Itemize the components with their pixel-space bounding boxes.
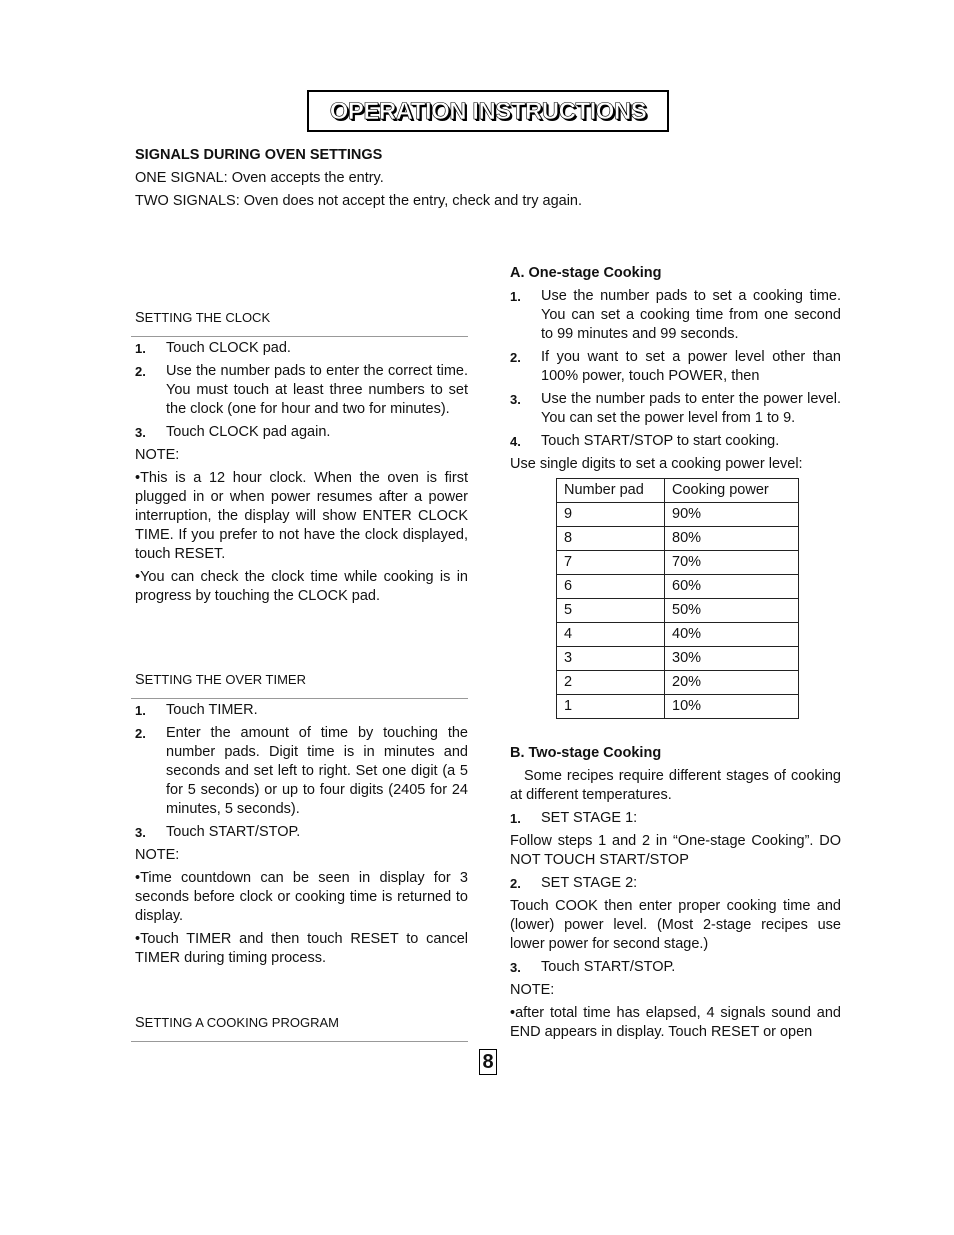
list-item: 4. Touch START/STOP to start cooking. [510, 433, 780, 449]
table-row [557, 671, 799, 695]
two-stage-stage3 [510, 958, 841, 977]
clock-note-2: •You can check the clock time while cooking is in progress by touching the CLOCK pad. [135, 569, 468, 604]
one-stage-steps [510, 287, 841, 451]
table-cell: 40% [665, 623, 799, 647]
timer-note-2: •Touch TIMER and then touch RESET to cancel TIMER during timing process. [135, 931, 468, 966]
table-cell: 4 [557, 623, 665, 647]
table-cell: 7 [557, 551, 665, 575]
list-item: 3. Use the number pads to enter the power level. You can set the power level from 1 to 9. [510, 391, 841, 426]
table-row [557, 527, 799, 551]
page-title: OPERATION INSTRUCTIONS [329, 97, 647, 125]
table-header: Number pad [557, 479, 665, 503]
timer-heading: SETTING THE OVER TIMER [131, 670, 468, 699]
table-header: Cooking power [665, 479, 799, 503]
table-row [557, 575, 799, 599]
list-item: 1. Touch CLOCK pad. [135, 340, 291, 356]
clock-note-1: •This is a 12 hour clock. When the oven is first plugged in or when power resumes after a power interruption, the display will show ENTER CLOCK TIME. If you prefer to not have the clock displayed, touch RESET. [135, 470, 468, 562]
two-stage-heading: B. Two-stage Cooking [510, 745, 662, 761]
list-item: 2. SET STAGE 2: [510, 875, 638, 891]
table-cell: 9 [557, 503, 665, 527]
two-stage-intro: Some recipes require different stages of cooking at different temperatures. [510, 768, 841, 803]
table-cell: 50% [665, 599, 799, 623]
table-cell: 2 [557, 671, 665, 695]
list-item: 1. Touch TIMER. [135, 702, 258, 718]
signals-section [135, 146, 835, 215]
table-cell: 20% [665, 671, 799, 695]
table-row [557, 623, 799, 647]
table-cell: 8 [557, 527, 665, 551]
table-row [557, 695, 799, 719]
two-stage-note: •after total time has elapsed, 4 signals sound and END appears in display. Touch RESET or open [510, 1005, 841, 1040]
list-item: 3. Touch START/STOP. [510, 959, 676, 975]
stage2-text: Touch COOK then enter proper cooking time and (lower) power level. (Most 2-stage recipes use lower power for second stage.) [510, 898, 841, 952]
table-cell: 6 [557, 575, 665, 599]
table-intro: Use single digits to set a cooking power level: [510, 456, 803, 472]
program-heading: SETTING A COOKING PROGRAM [131, 1013, 468, 1042]
list-item: 2. Use the number pads to enter the correct time. You must touch at least three numbers to set the clock (one for hour and two for minutes). [135, 363, 468, 417]
page-title-box [307, 90, 669, 132]
list-item: 3. Touch CLOCK pad again. [135, 424, 331, 440]
list-item: 2. Enter the amount of time by touching the number pads. Digit time is in minutes and seconds and set left to right. Set one digit (a 5 for 5 seconds) or up to four digits (2405 for 24 minutes, 5 seconds). [135, 725, 468, 817]
table-cell: 30% [665, 647, 799, 671]
one-stage-section [510, 264, 841, 478]
table-header-row [557, 479, 799, 503]
list-item: 1. Use the number pads to set a cooking time. You can set a cooking time from one second to 99 minutes and 99 seconds. [510, 288, 841, 342]
clock-section [135, 308, 468, 610]
stage1-text: Follow steps 1 and 2 in “One-stage Cooking”. DO NOT TOUCH START/STOP [510, 833, 841, 868]
list-item: 2. If you want to set a power level other than 100% power, touch POWER, then [510, 349, 841, 384]
timer-note-label: NOTE: [135, 847, 180, 863]
timer-steps [135, 701, 468, 842]
table-cell: 5 [557, 599, 665, 623]
page-number: 8 [479, 1049, 497, 1075]
clock-steps [135, 339, 468, 442]
table-cell: 80% [665, 527, 799, 551]
signals-two: TWO SIGNALS: Oven does not accept the entry, check and try again. [135, 193, 583, 209]
table-cell: 10% [665, 695, 799, 719]
table-row [557, 503, 799, 527]
table-row [557, 599, 799, 623]
table-row [557, 551, 799, 575]
program-section [135, 1013, 468, 1042]
table-row [557, 647, 799, 671]
power-level-table [556, 478, 799, 719]
two-stage-note-label: NOTE: [510, 982, 555, 998]
clock-heading: SETTING THE CLOCK [131, 308, 468, 337]
table-cell: 70% [665, 551, 799, 575]
list-item: 3. Touch START/STOP. [135, 824, 301, 840]
timer-note-1: •Time countdown can be seen in display for 3 seconds before clock or cooking time is returned to display. [135, 870, 468, 924]
signals-one: ONE SIGNAL: Oven accepts the entry. [135, 170, 384, 186]
list-item: 1. SET STAGE 1: [510, 810, 638, 826]
table-cell: 60% [665, 575, 799, 599]
table-cell: 1 [557, 695, 665, 719]
signals-heading: SIGNALS DURING OVEN SETTINGS [135, 147, 383, 163]
clock-note-label: NOTE: [135, 447, 180, 463]
table-cell: 90% [665, 503, 799, 527]
table-cell: 3 [557, 647, 665, 671]
one-stage-heading: A. One-stage Cooking [510, 265, 662, 281]
two-stage-stage2 [510, 874, 841, 893]
two-stage-section [510, 744, 841, 1046]
timer-section [135, 670, 468, 972]
two-stage-stage1 [510, 809, 841, 828]
